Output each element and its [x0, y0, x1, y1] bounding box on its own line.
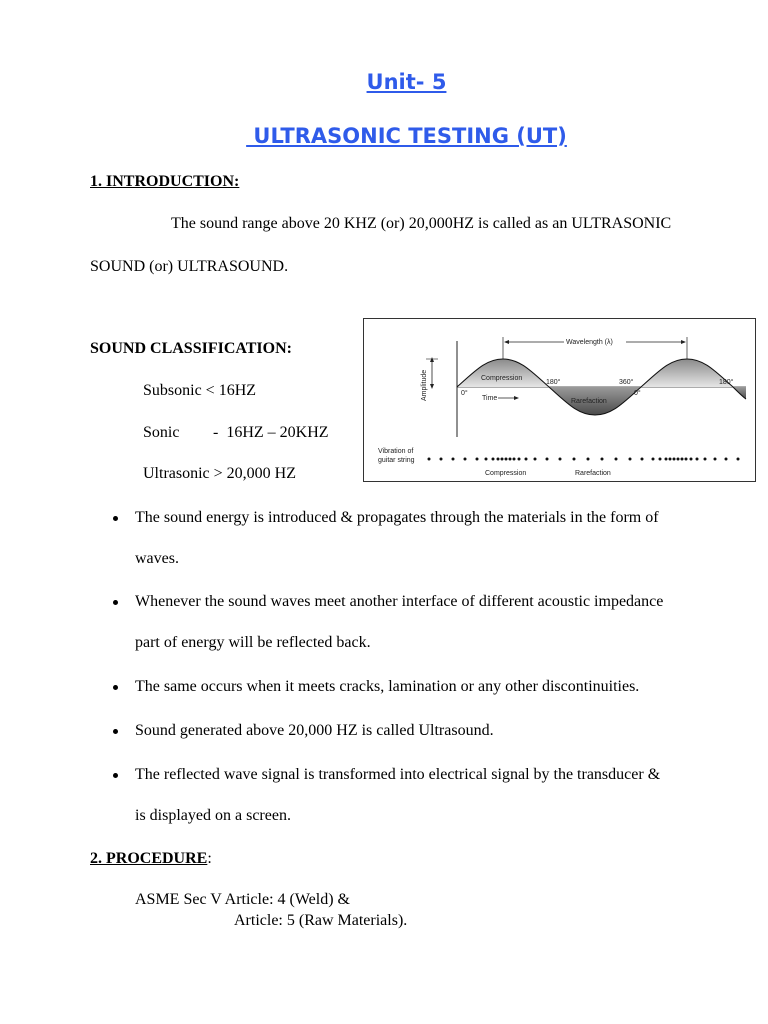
- compression-label: Compression: [481, 375, 523, 382]
- vibration-label-line2: guitar string: [378, 457, 415, 464]
- bullet-point: [113, 729, 118, 734]
- bullet-5-line-1: The reflected wave signal is transformed into electrical signal by the transducer &: [135, 766, 661, 783]
- bullet-4-line-1: Sound generated above 20,000 HZ is called Ultrasound.: [135, 722, 494, 739]
- bottom-rarefaction-label: Rarefaction: [575, 470, 611, 477]
- introduction-heading: 1. INTRODUCTION:: [90, 173, 240, 190]
- classification-sonic: [143, 424, 329, 442]
- bullet-point: [113, 685, 118, 690]
- bullet-point: [113, 773, 118, 778]
- bullet-5-line-2: is displayed on a screen.: [135, 807, 291, 824]
- degree-180-label: 180°: [546, 379, 561, 386]
- degree-0-label: 0°: [461, 390, 468, 397]
- bullet-2-line-1: Whenever the sound waves meet another interface of different acoustic impedance: [135, 593, 664, 610]
- degree-0b-label: 0°: [634, 390, 641, 397]
- bullet-point: [113, 516, 118, 521]
- bullet-1-line-1: The sound energy is introduced & propagates through the materials in the form of: [135, 509, 659, 526]
- bullet-3-line-1: The same occurs when it meets cracks, lamination or any other discontinuities.: [135, 678, 640, 695]
- classification-name: Ultrasonic: [143, 465, 210, 482]
- bullet-2-line-2: part of energy will be reflected back.: [135, 634, 371, 651]
- procedure-line-1: ASME Sec V Article: 4 (Weld) &: [135, 891, 350, 908]
- classification-range: < 16HZ: [205, 382, 257, 399]
- vibration-label-line1: Vibration of: [378, 448, 414, 455]
- amplitude-label: Amplitude: [421, 369, 428, 401]
- amplitude-arrow-head-down: [430, 384, 434, 389]
- degree-180b-label: 180°: [719, 379, 734, 386]
- classification-name: Subsonic: [143, 382, 202, 399]
- page-title: ULTRASONIC TESTING (UT): [246, 124, 567, 148]
- bullet-1-line-2: waves.: [135, 550, 179, 567]
- sound-wave-diagram: [364, 319, 757, 483]
- degree-360-label: 360°: [619, 379, 634, 386]
- procedure-heading-colon: :: [207, 850, 212, 867]
- introduction-line-2: SOUND (or) ULTRASOUND.: [90, 258, 289, 275]
- classification-name: Sonic: [143, 424, 180, 441]
- procedure-heading-text: 2. PROCEDURE: [90, 850, 208, 867]
- vibration-dots: [428, 458, 740, 461]
- rarefaction-label: Rarefaction: [571, 398, 607, 405]
- compression-crest: [457, 359, 549, 387]
- classification-subsonic: [143, 382, 256, 400]
- sound-wave-figure: [363, 318, 756, 482]
- sound-classification-heading: SOUND CLASSIFICATION:: [90, 340, 292, 357]
- procedure-heading: [90, 850, 212, 868]
- unit-title: Unit- 5: [366, 70, 447, 94]
- bullet-point: [113, 600, 118, 605]
- classification-ultrasonic: [143, 465, 296, 483]
- introduction-line-1: The sound range above 20 KHZ (or) 20,000HZ is called as an ULTRASONIC: [171, 215, 672, 232]
- procedure-line-2: Article: 5 (Raw Materials).: [234, 912, 408, 929]
- classification-range: > 20,000 HZ: [213, 465, 297, 482]
- classification-range: - 16HZ – 20KHZ: [213, 424, 329, 441]
- time-label: Time: [482, 395, 498, 402]
- amplitude-arrow-head-up: [430, 357, 434, 362]
- bottom-compression-label: Compression: [485, 470, 527, 477]
- wavelength-label: Wavelength (λ): [566, 339, 613, 346]
